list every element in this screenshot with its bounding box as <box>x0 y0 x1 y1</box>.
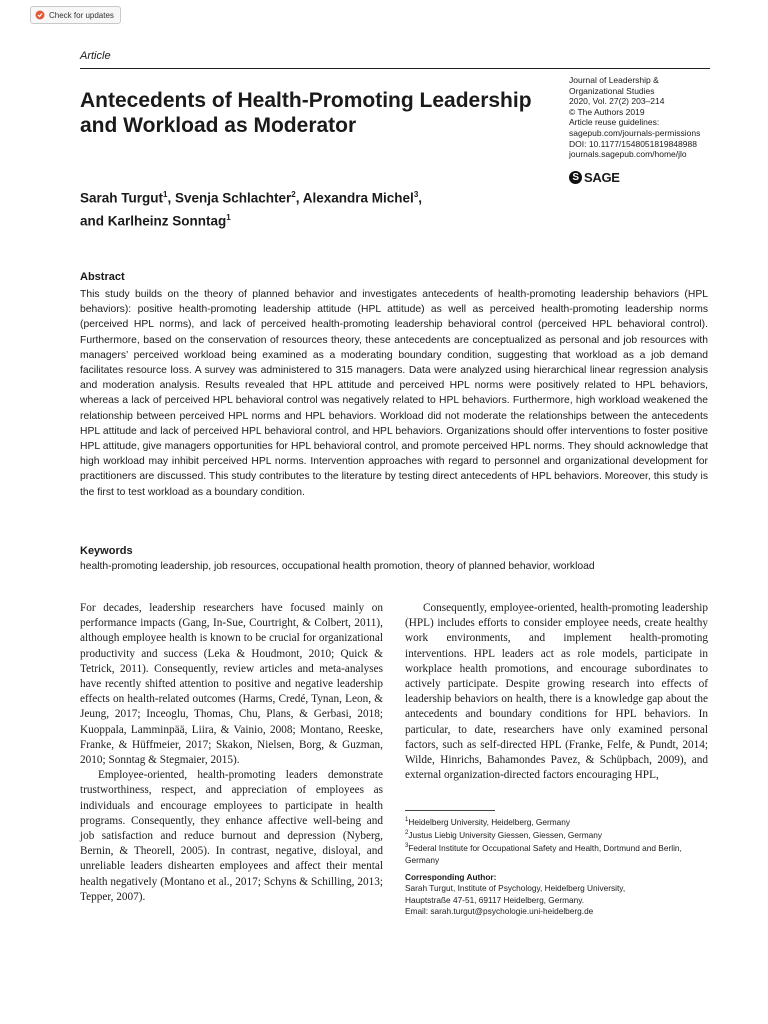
journal-info-line: Organizational Studies <box>569 85 655 96</box>
footnote-rule <box>405 810 495 811</box>
author-affiliation-mark: 1 <box>226 212 231 222</box>
doi-link[interactable]: DOI: 10.1177/1548051819848988 <box>569 138 697 149</box>
abstract-heading: Abstract <box>80 271 125 283</box>
journal-permissions-link[interactable]: sagepub.com/journals-permissions <box>569 127 701 138</box>
author-name: Alexandra Michel <box>302 190 414 206</box>
paper-title: Antecedents of Health-Promoting Leadership and Workload as Moderator <box>80 89 532 137</box>
corresponding-author-line: Sarah Turgut, Institute of Psychology, Heidelberg University, <box>405 883 626 894</box>
affiliation-number: 1 <box>405 817 409 823</box>
author-name: Svenja Schlachter <box>174 190 292 206</box>
check-for-updates-button[interactable] <box>30 6 121 24</box>
author-separator: , <box>418 190 423 206</box>
sage-logo <box>569 170 620 185</box>
body-column-left <box>80 601 383 905</box>
check-for-updates-label: Check for updates <box>49 10 114 20</box>
footnotes <box>405 815 705 918</box>
journal-info-line: Journal of Leadership & <box>569 75 659 85</box>
affiliation-footnote <box>405 828 705 841</box>
affiliation-number: 3 <box>405 843 409 850</box>
author-affiliation-mark: 1 <box>163 190 168 199</box>
author-name: and Karlheinz Sonntag <box>80 213 227 228</box>
author-name: Sarah Turgut <box>80 190 164 206</box>
affiliation-footnote <box>405 815 705 828</box>
affiliation-footnote <box>405 841 705 866</box>
corresponding-author-heading: Corresponding Author: <box>405 871 497 882</box>
corresponding-author-email[interactable]: Email: sarah.turgut@psychologie.uni-heidelberg.de <box>405 906 594 917</box>
journal-info-line: 2020, Vol. 27(2) 203–214 <box>569 96 665 107</box>
journal-home-link[interactable]: journals.sagepub.com/home/jlo <box>569 149 687 160</box>
sage-logo-icon: S <box>569 171 582 184</box>
author-affiliation-mark: 3 <box>413 190 419 199</box>
body-paragraph: For decades, leadership researchers have focused mainly on performance impacts (Gang, In-Sue, Courtright, & Colbert, 2011), although employee health is known to be crucial for organizational productivity and success (Leka & Houdmont, 2010; Quick & Tetrick, 2011). Consequently, review articles and meta-analyses have recently shifted attention to positive and negative leadership effects on health-related outcomes (Harms, Credé, Tynan, Leon, & Jeung, 2017; Inceoglu, Thomas, Chu, Plans, & Gerbasi, 2018; Kuoppala, Lamminpää, Liira, & Vainio, 2008; Montano, Reeske, Franke, & Hüffmeier, 2017; Skakon, Nielsen, Borg, & Guzman, 2010; Sonntag & Stegmaier, 2015). <box>80 602 383 767</box>
journal-info <box>569 75 719 160</box>
author-list <box>80 185 560 230</box>
keywords-text: health-promoting leadership, job resources, occupational health promotion, theory of planned behavior, workload <box>80 561 595 572</box>
affiliation-number: 2 <box>405 830 409 837</box>
body-paragraph: Employee-oriented, health-promoting leaders demonstrate trustworthiness, respect, and appreciation of employees as individuals and encourage employees to participate in health programs. Consequently, they enhance affective well-being and job satisfaction and reduce burnout and depression (Nyberg, Bernin, & Theorell, 2005). In contrast, negative, disloyal, and unreliable leaders dishearten employees and affect their mental health negatively (Montano et al., 2017; Schyns & Schilling, 2013; Tepper, 2007). <box>80 769 383 903</box>
publisher-name: SAGE <box>584 170 620 185</box>
author-separator: , <box>295 190 303 206</box>
corresponding-author-line: Hauptstraße 47-51, 69117 Heidelberg, Germany. <box>405 894 585 905</box>
keywords-heading: Keywords <box>80 545 133 557</box>
article-type-label: Article <box>80 50 111 62</box>
abstract-text: This study builds on the theory of planned behavior and investigates antecedents of health-promoting leadership behaviors (HPL behaviors): positive health-promoting leadership attitude (HPL attitude) as well as perceived health-promoting leadership norms (perceived HPL norms), and lack of perceived health-promoting leadership behavioral control (perceived HPL behavioral control). Furthermore, based on the conservation of resources theory, these antecedents are conceptualized as personal and job resources with managers’ perceived workload being examined as a moderating boundary condition, suggesting that workload as a job demand facilitates resource loss. A survey was administered to 315 managers. Data were analyzed using hierarchical linear regression analysis and moderation analysis. Results revealed that HPL attitude and perceived HPL norms were positively related to HPL behaviors, whereas a lack of perceived HPL behavioral control was negatively related to HPL behaviors. Furthermore, high workload weakened the relationship between perceived HPL norms and HPL behaviors. Workload did not moderate the relationships between the antecedents HPL attitude and lack of perceived HPL behavioral control, and HPL behaviors. Organizations should offer interventions to foster positive HPL attitude, give managers opportunities for HPL behavioral control, and promote perceived HPL norms. They should acknowledge that high workload may inhibit perceived HPL norms. Intervention approaches with regard to personnel and organizational development for practitioners are discussed. This study contributes to the literature by testing direct antecedents of HPL behaviors. Moreover, this study is the first to test workload as a boundary condition. <box>80 289 708 498</box>
author-affiliation-mark: 2 <box>291 190 296 199</box>
header-rule <box>80 68 710 69</box>
journal-info-line: Article reuse guidelines: <box>569 117 660 128</box>
body-column-right <box>405 601 708 783</box>
affiliation-text: Federal Institute for Occupational Safety and Health, Dortmund and Berlin, Germany <box>405 843 682 865</box>
body-paragraph: Consequently, employee-oriented, health-promoting leadership (HPL) includes efforts to consider employee needs, create healthy work environments, and implement health-promoting interventions. HPL leaders act as role models, participate in workplace health promotions, and encourage subordinates to actively participate. Despite growing research into effects of leadership behaviors on health, there is a knowledge gap about the antecedents and boundary conditions for HPL behaviors. In particular, to date, researchers have only examined personal factors, such as self-directed HPL (Franke, Felfe, & Pundt, 2014; Wilde, Hinrichs, Bahamondes Pavez, & Schüpbach, 2009), and external organization-directed factors encouraging HPL, <box>405 602 708 782</box>
affiliation-text: Justus Liebig University Giessen, Giessen, Germany <box>408 829 603 840</box>
check-updates-icon <box>35 10 45 20</box>
journal-info-line: © The Authors 2019 <box>569 106 645 117</box>
affiliation-text: Heidelberg University, Heidelberg, Germany <box>408 816 571 827</box>
author-separator: , <box>167 190 175 206</box>
